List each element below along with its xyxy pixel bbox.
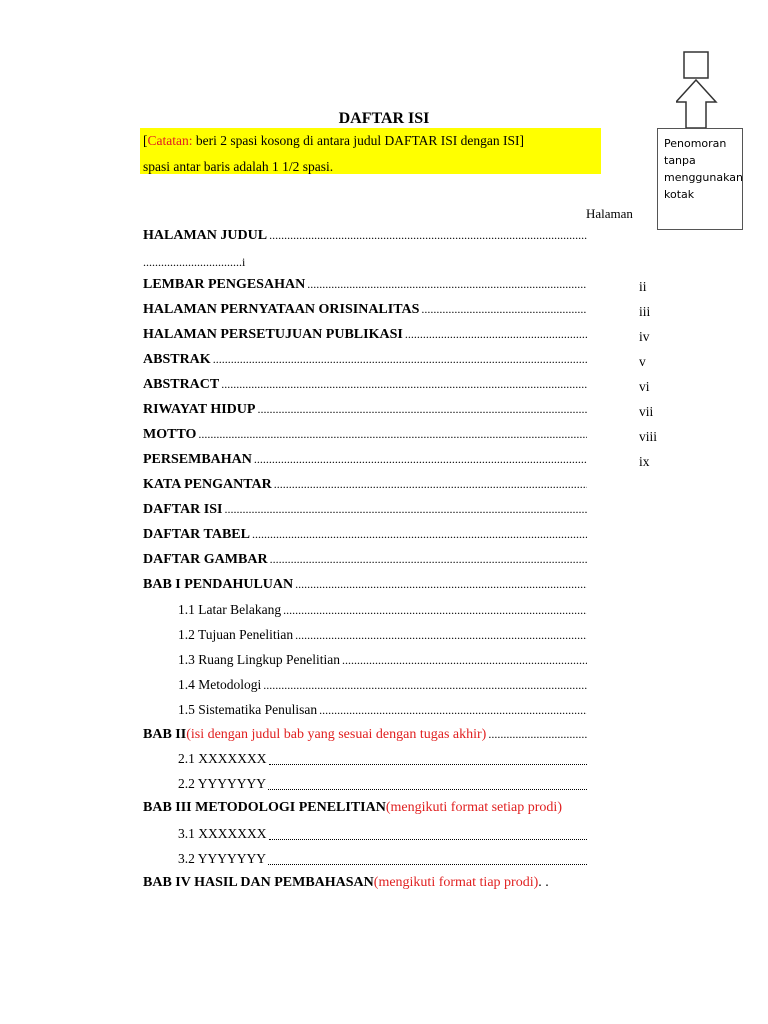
page-number: iii — [639, 304, 651, 319]
toc-subentry-text: 1.3 Ruang Lingkup Penelitian — [178, 652, 340, 667]
page-number: iv — [639, 329, 650, 344]
dot-leader — [257, 402, 587, 417]
page-number: vi — [639, 379, 650, 394]
dot-leader — [274, 477, 587, 492]
toc-entry-text: HALAMAN PERSETUJUAN PUBLIKASI — [143, 327, 403, 342]
page-number: ix — [639, 454, 650, 469]
toc-entry[interactable] — [143, 577, 587, 595]
toc-entry-text: RIWAYAT HIDUP — [143, 402, 256, 417]
toc-entry-text: (mengikuti format tiap prodi) — [373, 875, 539, 890]
toc-entry[interactable] — [143, 427, 587, 445]
dot-leader — [221, 377, 587, 392]
dot-leader — [268, 780, 587, 790]
toc-entry[interactable] — [143, 377, 587, 395]
toc-subentry-text: 2.2 YYYYYYY — [178, 776, 266, 791]
dot-leader — [295, 628, 587, 643]
toc-subentry-text: 2.1 XXXXXXX — [178, 751, 267, 766]
toc-subentry-text: 3.1 XXXXXXX — [178, 826, 267, 841]
page-number: v — [639, 354, 646, 369]
toc-entry-bab3[interactable] — [143, 800, 587, 818]
callout-box: Penomoran tanpa menggunakan kotak — [657, 128, 743, 230]
toc-entry-text: DAFTAR GAMBAR — [143, 552, 268, 567]
page-number: vii — [639, 404, 654, 419]
toc-entry[interactable] — [143, 327, 587, 345]
dot-leader — [269, 755, 588, 765]
toc-entry-text: DAFTAR TABEL — [143, 527, 250, 542]
dot-leader — [252, 527, 587, 542]
halaman-header: Halaman — [586, 206, 633, 221]
dot-leader — [270, 552, 587, 567]
toc-subentry[interactable] — [178, 627, 587, 645]
dot-leader — [269, 228, 587, 243]
halaman-judul-leader: .................................i — [143, 255, 246, 269]
toc-entry[interactable] — [143, 552, 587, 570]
toc-entry-bab2-text: BAB II — [143, 727, 187, 742]
toc-entry-text: ABSTRACT — [143, 377, 220, 392]
dot-leader — [319, 703, 587, 718]
dot-leader — [213, 352, 587, 367]
toc-subentry[interactable] — [178, 751, 587, 769]
toc-subentry[interactable] — [178, 677, 587, 695]
up-arrow-icon — [676, 50, 724, 130]
toc-subentry[interactable] — [178, 702, 587, 720]
toc-entry-bab3-text: (mengikuti format setiap prodi) — [385, 800, 562, 815]
dot-leader — [342, 653, 587, 668]
highlight-note: [Catatan: beri 2 spasi kosong di antara judul DAFTAR ISI dengan ISI] spasi antar baris adalah 1 1/2 spasi. — [140, 128, 601, 174]
toc-entry[interactable] — [143, 527, 587, 545]
toc-entry[interactable] — [143, 502, 587, 520]
page-title: DAFTAR ISI — [338, 110, 430, 127]
toc-entry-text: KATA PENGANTAR — [143, 477, 272, 492]
page-number: viii — [639, 429, 658, 444]
dot-leader — [307, 277, 587, 292]
toc-subentry[interactable] — [178, 602, 587, 620]
dot-leader — [421, 302, 587, 317]
toc-entry-text: BAB IV HASIL DAN PEMBAHASAN — [143, 875, 374, 890]
toc-entry-bab3-text: BAB III METODOLOGI PENELITIAN — [143, 800, 386, 815]
toc-entry[interactable] — [143, 228, 587, 246]
toc-subentry[interactable] — [178, 776, 587, 794]
toc-subentry[interactable] — [178, 652, 587, 670]
toc-entry[interactable] — [143, 402, 587, 420]
toc-entry[interactable] — [143, 277, 587, 295]
toc-entry-text: LEMBAR PENGESAHAN — [143, 277, 306, 292]
toc-entry-text: HALAMAN JUDUL — [143, 228, 268, 243]
toc-entry-text: MOTTO — [143, 427, 197, 442]
toc-entry-bab4[interactable] — [143, 875, 613, 893]
dot-leader — [283, 603, 587, 618]
toc-entry[interactable] — [143, 352, 587, 370]
dot-leader — [198, 427, 587, 442]
dot-leader — [224, 502, 587, 517]
note-label: Catatan: — [147, 133, 193, 148]
toc-entry-text: PERSEMBAHAN — [143, 452, 252, 467]
toc-entry-bab2[interactable] — [143, 727, 587, 745]
toc-entry-text: . . — [538, 875, 549, 890]
dot-leader — [405, 327, 587, 342]
toc-entry[interactable] — [143, 302, 587, 320]
toc-entry[interactable] — [143, 477, 587, 495]
dot-leader — [268, 855, 587, 865]
toc-subentry-text: 1.1 Latar Belakang — [178, 602, 282, 617]
note-line-1: beri 2 spasi kosong di antara judul DAFTAR ISI dengan ISI] — [192, 133, 524, 148]
toc-subentry-text: 1.4 Metodologi — [178, 677, 262, 692]
toc-entry-text: HALAMAN PERNYATAAN ORISINALITAS — [143, 302, 420, 317]
dot-leader — [269, 830, 588, 840]
toc-subentry-text: 1.2 Tujuan Penelitian — [178, 627, 294, 642]
toc-subentry-text: 3.2 YYYYYYY — [178, 851, 266, 866]
toc-entry-text: BAB I PENDAHULUAN — [143, 577, 294, 592]
page-number: ii — [639, 279, 647, 294]
toc-subentry-text: 1.5 Sistematika Penulisan — [178, 702, 318, 717]
toc-entry-text: ABSTRAK — [143, 352, 211, 367]
toc-subentry[interactable] — [178, 851, 587, 869]
toc-entry[interactable] — [143, 452, 587, 470]
toc-entry-text: DAFTAR ISI — [143, 502, 223, 517]
dot-leader — [488, 727, 587, 742]
dot-leader — [254, 452, 587, 467]
toc-subentry[interactable] — [178, 826, 587, 844]
dot-leader — [295, 577, 587, 592]
dot-leader — [263, 678, 587, 693]
note-line-2: spasi antar baris adalah 1 1/2 spasi. — [143, 159, 334, 174]
toc-entry-bab2-text: (isi dengan judul bab yang sesuai dengan tugas akhir) — [186, 727, 487, 742]
